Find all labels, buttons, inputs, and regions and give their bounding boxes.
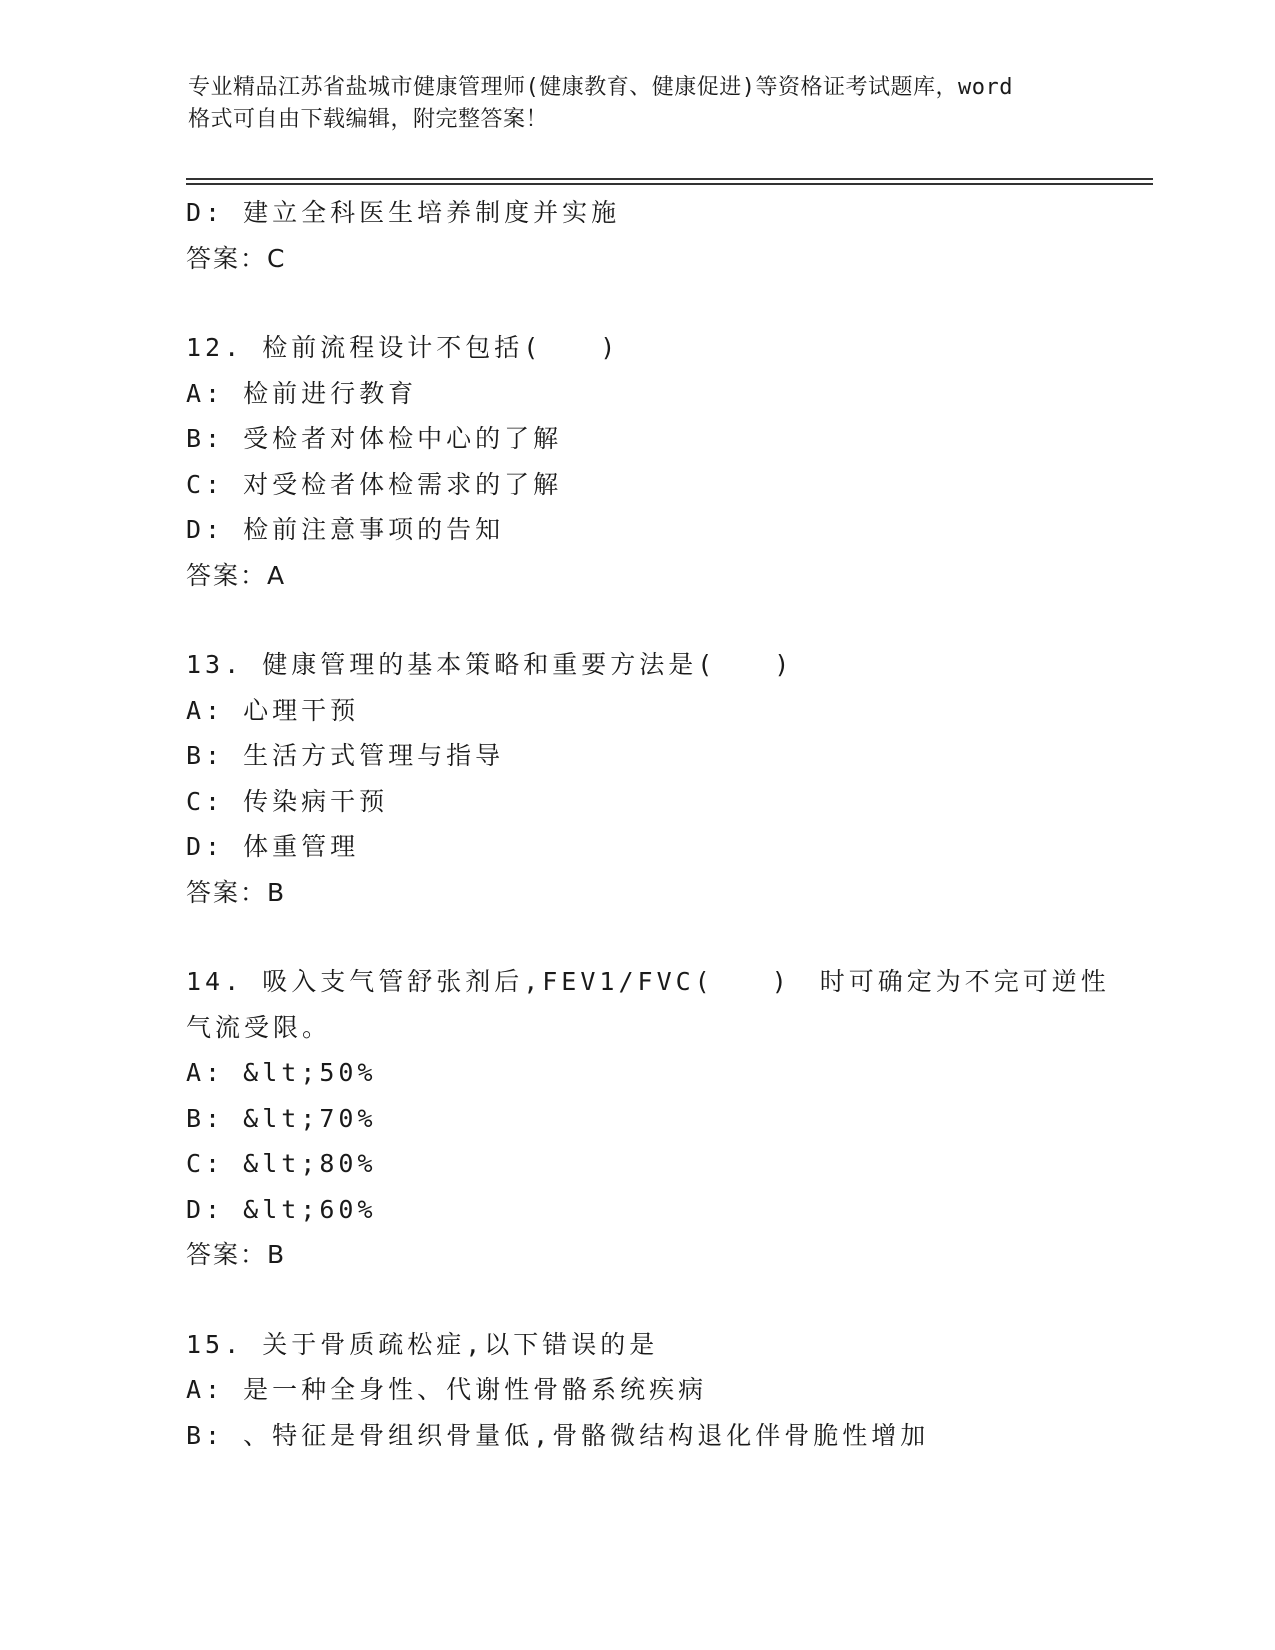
- option-c: C: &lt;80%: [186, 1149, 377, 1178]
- option-c: C: 对受检者体检需求的了解: [186, 469, 563, 499]
- question-12: [186, 325, 1166, 598]
- question-stem: 13. 健康管理的基本策略和重要方法是( ): [186, 650, 794, 679]
- option-a: A: 心理干预: [186, 695, 360, 725]
- option-b: B: &lt;70%: [186, 1103, 377, 1133]
- document-header: [188, 72, 1088, 136]
- question-stem: 15. 关于骨质疏松症,以下错误的是: [186, 1329, 659, 1359]
- answer-line: 答案：B: [186, 877, 287, 907]
- option-d: D: &lt;60%: [186, 1194, 377, 1224]
- option-b: B: 生活方式管理与指导: [186, 741, 505, 770]
- question-14: [186, 959, 1166, 1278]
- header-divider-bottom: [186, 183, 1153, 185]
- header-divider-top: [186, 178, 1153, 180]
- option-d: D: 检前注意事项的告知: [186, 515, 505, 544]
- header-line-2: 格式可自由下载编辑，附完整答案！: [188, 107, 549, 132]
- question-stem: 14. 吸入支气管舒张剂后,FEV1/FVC( ) 时可确定为不完可逆性: [186, 967, 1110, 996]
- option-d: D: 建立全科医生培养制度并实施: [186, 198, 621, 227]
- option-b: B: 、特征是骨组织骨量低,骨骼微结构退化伴骨脆性增加: [186, 1420, 930, 1450]
- question-previous: [186, 190, 1166, 281]
- question-13: [186, 642, 1166, 915]
- question-stem-continued: 气流受限。: [186, 1012, 332, 1042]
- question-list: [186, 190, 1166, 1458]
- option-c: C: 传染病干预: [186, 786, 389, 816]
- option-a: A: 检前进行教育: [186, 378, 418, 408]
- answer-line: 答案：A: [186, 560, 287, 590]
- option-a: A: 是一种全身性、代谢性骨骼系统疾病: [186, 1375, 708, 1404]
- question-stem: 12. 检前流程设计不包括( ): [186, 333, 620, 362]
- answer-line: 答案：B: [186, 1240, 287, 1269]
- header-line-1: 专业精品江苏省盐城市健康管理师(健康教育、健康促进)等资格证考试题库，word: [188, 75, 1013, 100]
- option-d: D: 体重管理: [186, 832, 360, 861]
- option-b: B: 受检者对体检中心的了解: [186, 424, 563, 453]
- question-15: [186, 1322, 1166, 1459]
- answer-line: 答案：C: [186, 243, 287, 273]
- option-a: A: &lt;50%: [186, 1058, 377, 1087]
